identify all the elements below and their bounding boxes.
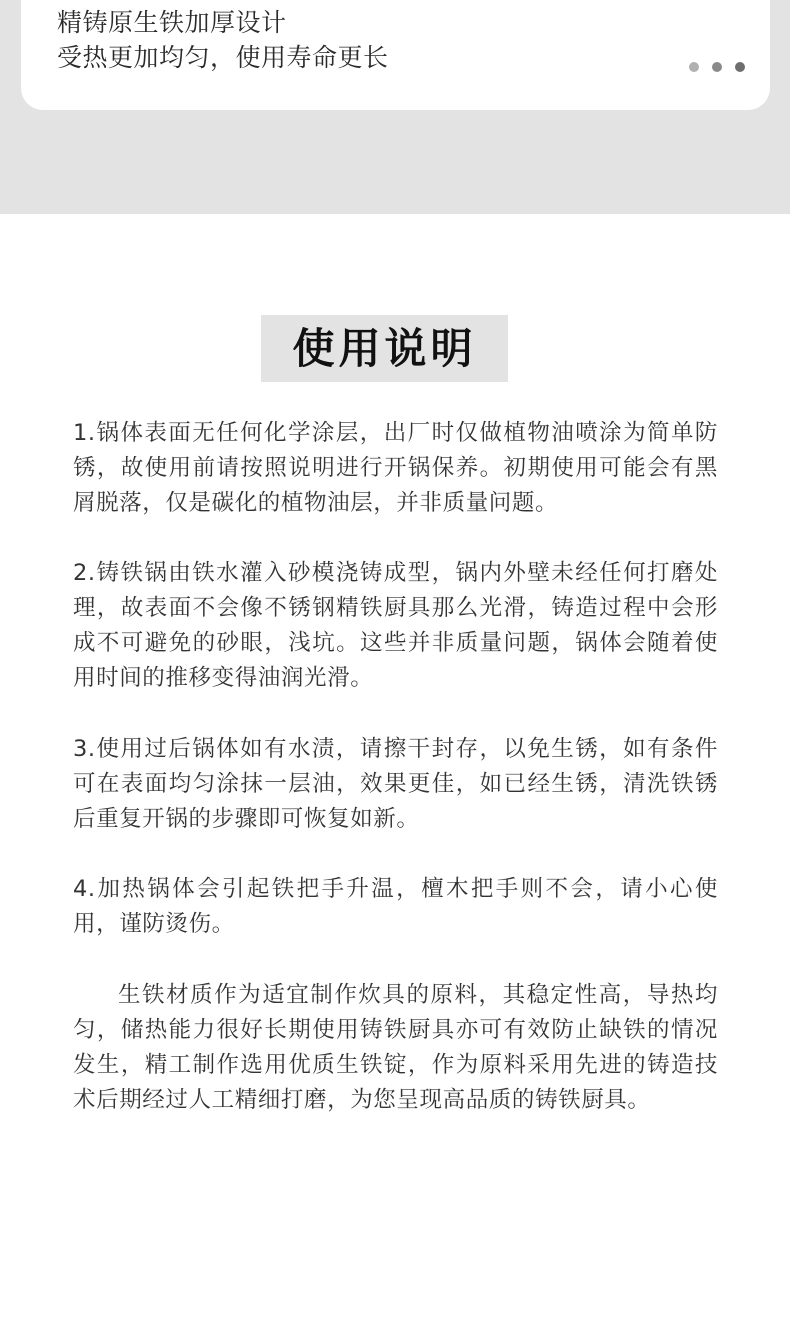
instruction-item-1: 1.锅体表面无任何化学涂层，出厂时仅做植物油喷涂为简单防锈，故使用前请按照说明进行开锅保养。初期使用可能会有黑屑脱落，仅是碳化的植物油层，并非质量问题。 <box>73 420 718 516</box>
pagination-dot-1[interactable] <box>689 62 699 72</box>
section-title: 使用说明 <box>292 323 477 373</box>
top-banner-band <box>0 0 790 214</box>
feature-line-2: 受热更加均匀，使用寿命更长 <box>57 43 389 72</box>
instruction-item-2: 2.铸铁锅由铁水灌入砂模浇铸成型，锅内外壁未经任何打磨处理，故表面不会像不锈钢精铁厨具那么光滑，铸造过程中会形成不可避免的砂眼，浅坑。这些并非质量问题，锅体会随着使用时间的推移变得油润光滑。 <box>73 560 718 691</box>
pagination-dot-3[interactable] <box>735 62 745 72</box>
pagination-dot-2[interactable] <box>712 62 722 72</box>
feature-line-1: 精铸原生铁加厚设计 <box>57 8 287 37</box>
instruction-item-3: 3.使用过后锅体如有水渍，请擦干封存，以免生锈，如有条件可在表面均匀涂抹一层油，效果更佳，如已经生锈，清洗铁锈后重复开锅的步骤即可恢复如新。 <box>73 736 718 832</box>
feature-card <box>21 0 770 110</box>
material-description: 生铁材质作为适宜制作炊具的原料，其稳定性高，导热均匀，储热能力很好长期使用铸铁厨具亦可有效防止缺铁的情况发生，精工制作选用优质生铁锭，作为原料采用先进的铸造技术后期经过人工精细打磨，为您呈现高品质的铸铁厨具。 <box>73 982 718 1113</box>
section-title-box <box>261 315 508 382</box>
pagination-dots <box>689 62 745 72</box>
instruction-item-4: 4.加热锅体会引起铁把手升温，檀木把手则不会，请小心使用，谨防烫伤。 <box>73 876 718 937</box>
